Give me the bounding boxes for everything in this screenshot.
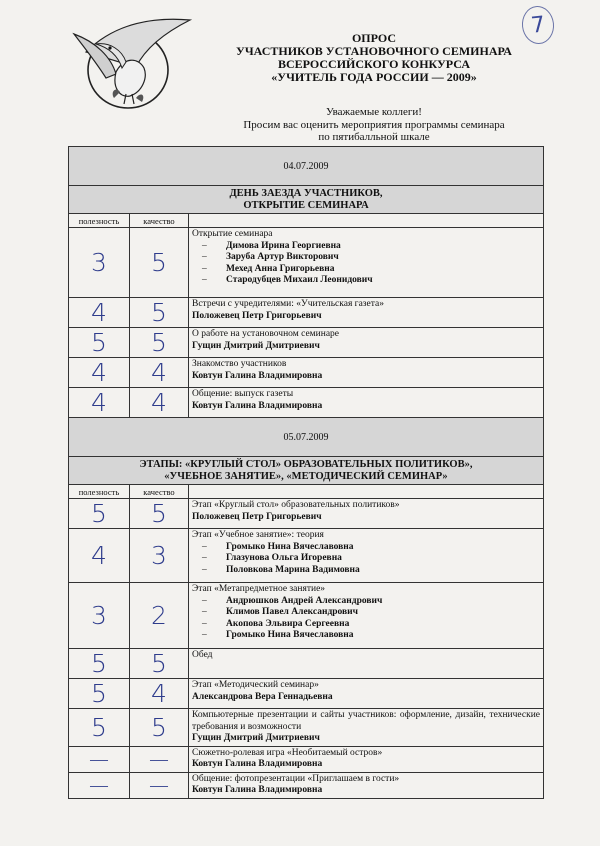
event-title: О работе на установочном семинаре bbox=[192, 329, 340, 339]
quality-score: — bbox=[130, 746, 189, 772]
usefulness-column-header: полезность bbox=[69, 485, 130, 499]
date-row bbox=[69, 418, 544, 457]
presenter-name: Ковтун Галина Владимировна bbox=[192, 785, 323, 795]
title-line: УЧАСТНИКОВ УСТАНОВОЧНОГО СЕМИНАРА bbox=[236, 44, 512, 58]
usefulness-score: 4 bbox=[69, 388, 130, 418]
quality-score: 5 bbox=[130, 709, 189, 747]
event-title: Этап «Метапредметное занятие» bbox=[192, 584, 326, 594]
event-column-header bbox=[189, 214, 544, 228]
event-title: Этап «Методический семинар» bbox=[192, 680, 319, 690]
heading-line: «УЧЕБНОЕ ЗАНЯТИЕ», «МЕТОДИЧЕСКИЙ СЕМИНАР» bbox=[164, 470, 448, 482]
rating-table-body bbox=[69, 147, 544, 799]
date-row bbox=[69, 147, 544, 186]
presenter-name: Ковтун Галина Владимировна bbox=[192, 759, 323, 769]
event-row bbox=[69, 388, 544, 418]
event-row bbox=[69, 772, 544, 798]
presenter-name: Ковтун Галина Владимировна bbox=[192, 370, 323, 381]
event-row bbox=[69, 298, 544, 328]
quality-score: 5 bbox=[130, 228, 189, 298]
quality-score: 3 bbox=[130, 529, 189, 583]
intro-line: Просим вас оценить мероприятия программы семинара bbox=[243, 118, 505, 131]
usefulness-score: 5 bbox=[69, 499, 130, 529]
section-heading bbox=[69, 457, 544, 485]
usefulness-score: — bbox=[69, 772, 130, 798]
presenter-list-item: – Половкова Марина Вадимовна bbox=[192, 565, 540, 577]
event-row bbox=[69, 709, 544, 747]
event-description bbox=[189, 583, 544, 649]
event-description bbox=[189, 649, 544, 679]
event-description bbox=[189, 388, 544, 418]
quality-score: 4 bbox=[130, 358, 189, 388]
usefulness-score: 5 bbox=[69, 649, 130, 679]
title-line: ВСЕРОССИЙСКОГО КОНКУРСА bbox=[277, 57, 471, 71]
usefulness-score: 3 bbox=[69, 583, 130, 649]
event-title: Сюжетно-ролевая игра «Необитаемый остров» bbox=[192, 747, 383, 758]
section-heading-row bbox=[69, 186, 544, 214]
presenter-name: Положевец Петр Григорьевич bbox=[192, 310, 322, 321]
event-title: Общение: выпуск газеты bbox=[192, 389, 294, 399]
pelican-logo bbox=[66, 12, 194, 112]
presenter-list-item: – Акопова Эльвира Сергеевна bbox=[192, 619, 540, 631]
event-title: Знакомство участников bbox=[192, 359, 287, 369]
usefulness-score: 5 bbox=[69, 679, 130, 709]
event-column-header bbox=[189, 485, 544, 499]
usefulness-score: 4 bbox=[69, 529, 130, 583]
day-date: 05.07.2009 bbox=[69, 418, 544, 457]
quality-score: 5 bbox=[130, 328, 189, 358]
event-row bbox=[69, 649, 544, 679]
presenter-list-item: – Громыко Нина Вячеславовна bbox=[192, 630, 540, 642]
quality-score: — bbox=[130, 772, 189, 798]
quality-score: 5 bbox=[130, 298, 189, 328]
presenter-list-item: – Андрюшков Андрей Александрович bbox=[192, 596, 540, 608]
presenter-list-item: – Заруба Артур Викторович bbox=[192, 252, 540, 264]
usefulness-column-header: полезность bbox=[69, 214, 130, 228]
event-description bbox=[189, 679, 544, 709]
quality-score: 4 bbox=[130, 388, 189, 418]
section-heading bbox=[69, 186, 544, 214]
event-description bbox=[189, 228, 544, 298]
usefulness-score: — bbox=[69, 746, 130, 772]
event-description bbox=[189, 772, 544, 798]
quality-column-header: качество bbox=[130, 485, 189, 499]
event-title: Обед bbox=[192, 650, 213, 660]
quality-score: 5 bbox=[130, 649, 189, 679]
presenter-list-item: – Мехед Анна Григорьевна bbox=[192, 264, 540, 276]
event-row bbox=[69, 499, 544, 529]
event-title: Этап «Круглый стол» образовательных политиков» bbox=[192, 500, 400, 510]
presenter-name: Александрова Вера Геннадьевна bbox=[192, 691, 333, 702]
presenter-name: Положевец Петр Григорьевич bbox=[192, 511, 322, 522]
event-description bbox=[189, 529, 544, 583]
greeting: Уважаемые коллеги! bbox=[326, 106, 422, 118]
usefulness-score: 5 bbox=[69, 328, 130, 358]
heading-line: ОТКРЫТИЕ СЕМИНАРА bbox=[243, 199, 369, 211]
presenter-list-item: – Стародубцев Михаил Леонидович bbox=[192, 275, 540, 287]
heading-line: ДЕНЬ ЗАЕЗДА УЧАСТНИКОВ, bbox=[229, 188, 383, 199]
event-row bbox=[69, 679, 544, 709]
event-description bbox=[189, 746, 544, 772]
event-row bbox=[69, 328, 544, 358]
event-row bbox=[69, 228, 544, 298]
event-title: Компьютерные презентации и сайты участников: оформление, дизайн, технические требования и возможности bbox=[192, 710, 540, 732]
event-title: Этап «Учебное занятие»: теория bbox=[192, 530, 324, 540]
quality-score: 5 bbox=[130, 499, 189, 529]
presenter-list-item: – Климов Павел Александрович bbox=[192, 607, 540, 619]
title-line: ОПРОС bbox=[351, 31, 397, 45]
presenter-name: Ковтун Галина Владимировна bbox=[192, 400, 323, 411]
event-title: Общение: фотопрезентации «Приглашаем в гости» bbox=[192, 773, 400, 784]
column-header-row bbox=[69, 214, 544, 228]
usefulness-score: 4 bbox=[69, 298, 130, 328]
usefulness-score: 3 bbox=[69, 228, 130, 298]
section-heading-row bbox=[69, 457, 544, 485]
survey-header bbox=[190, 32, 558, 144]
event-row bbox=[69, 583, 544, 649]
event-description bbox=[189, 358, 544, 388]
quality-column-header: качество bbox=[130, 214, 189, 228]
column-header-row bbox=[69, 485, 544, 499]
title-line: «УЧИТЕЛЬ ГОДА РОССИИ — 2009» bbox=[271, 70, 477, 84]
presenter-list-item: – Димова Ирина Георгиевна bbox=[192, 241, 540, 253]
usefulness-score: 5 bbox=[69, 709, 130, 747]
event-description bbox=[189, 298, 544, 328]
presenter-name: Гущин Дмитрий Дмитриевич bbox=[192, 340, 320, 351]
event-title: Встречи с учредителями: «Учительская газета» bbox=[192, 299, 384, 309]
event-description bbox=[189, 499, 544, 529]
rating-table bbox=[68, 146, 544, 799]
presenter-list-item: – Громыко Нина Вячеславовна bbox=[192, 542, 540, 554]
event-title: Открытие семинара bbox=[192, 229, 273, 239]
event-row bbox=[69, 358, 544, 388]
quality-score: 2 bbox=[130, 583, 189, 649]
event-row bbox=[69, 529, 544, 583]
presenter-name: Гущин Дмитрий Дмитриевич bbox=[192, 733, 320, 743]
event-description bbox=[189, 709, 544, 747]
quality-score: 4 bbox=[130, 679, 189, 709]
handwritten-page-number: 7 bbox=[520, 4, 556, 45]
heading-line: ЭТАПЫ: «КРУГЛЫЙ СТОЛ» ОБРАЗОВАТЕЛЬНЫХ ПОЛИТИКОВ», bbox=[139, 459, 473, 470]
usefulness-score: 4 bbox=[69, 358, 130, 388]
event-row bbox=[69, 746, 544, 772]
intro-line: по пятибалльной шкале bbox=[318, 131, 430, 143]
day-date: 04.07.2009 bbox=[69, 147, 544, 186]
presenter-list-item: – Глазунова Ольга Игоревна bbox=[192, 553, 540, 565]
event-description bbox=[189, 328, 544, 358]
